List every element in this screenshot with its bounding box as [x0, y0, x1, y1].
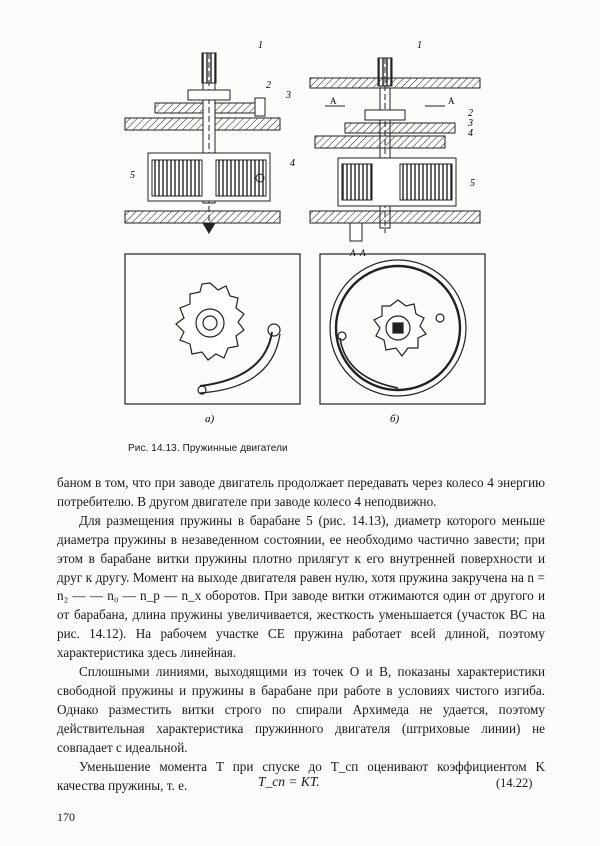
label-b-1: 1 [417, 40, 422, 51]
drawing-a-plan [125, 254, 300, 404]
label-b-2: 2 [468, 108, 473, 119]
paragraph-1: баном в том, что при заводе двигатель продолжает передавать через колесо 4 энергию потребителю. В другом двигателе при заводе колесо 4 неподвижно. [57, 475, 545, 509]
paragraph-2: Для размещения пружины в барабане 5 (рис. 14.13), диаметр которого меньше диаметра пружины в незаведенном состоянии, ее необходимо частично завести; при этом в барабане витки пружины плотно прилягут к его внутренней поверхности и друг к другу. Момент на выходе двигателя равен нулю, хотя пружина закручена на n = n₂ — — n₀ — n_p — n_x оборотов. При заводе витки отжимаются один от другого и от барабана, длина пружины увеличивается, жесткость уменьшается (участок ВС на рис. 14.12). На рабочем участке CE пружина работает всей длиной, поэтому характеристика здесь линейная. [57, 512, 545, 661]
label-a-5: 5 [130, 170, 135, 181]
formula-14-22: T_сп = KT. [258, 774, 320, 789]
figure-14-13 [110, 18, 490, 438]
label-a-4: 4 [290, 158, 295, 169]
page-number: 170 [57, 810, 75, 824]
body-text [57, 474, 545, 795]
section-mark-left: A [330, 96, 337, 106]
label-b-4: 4 [468, 128, 473, 139]
section-label-a-a: А–А [350, 248, 366, 258]
label-a-3: 3 [286, 90, 291, 101]
paragraph-4: Уменьшение момента T при спуске до T_сп оценивают коэффициентом K качества пружины, т. е. [57, 758, 545, 793]
figure-caption: Рис. 14.13. Пружинные двигатели [128, 443, 288, 454]
sub-label-a: а) [205, 413, 215, 425]
drawing-b-section [310, 58, 480, 241]
paragraph-3: Сплошными линиями, выходящими из точек O и B, показаны характеристики свободной пружины и пружины в барабане при работе в условиях чистого изгиба. Однако разместить витки строго по спирали Архимеда не удается, поэтому действительная характеристика пружинного двигателя (штриховые линии) не совпадает с идеальной. [57, 664, 545, 755]
sub-label-b: б) [390, 413, 400, 425]
label-a-2: 2 [266, 80, 271, 91]
label-b-3: 3 [468, 118, 473, 129]
label-b-5: 5 [470, 178, 475, 189]
spring-motor-drawings [110, 18, 490, 438]
drawing-a-section [125, 53, 280, 233]
label-a-1: 1 [258, 40, 263, 51]
section-mark-right: A [448, 96, 455, 106]
formula-number: (14.22) [496, 776, 533, 790]
drawing-b-plan [320, 254, 485, 404]
